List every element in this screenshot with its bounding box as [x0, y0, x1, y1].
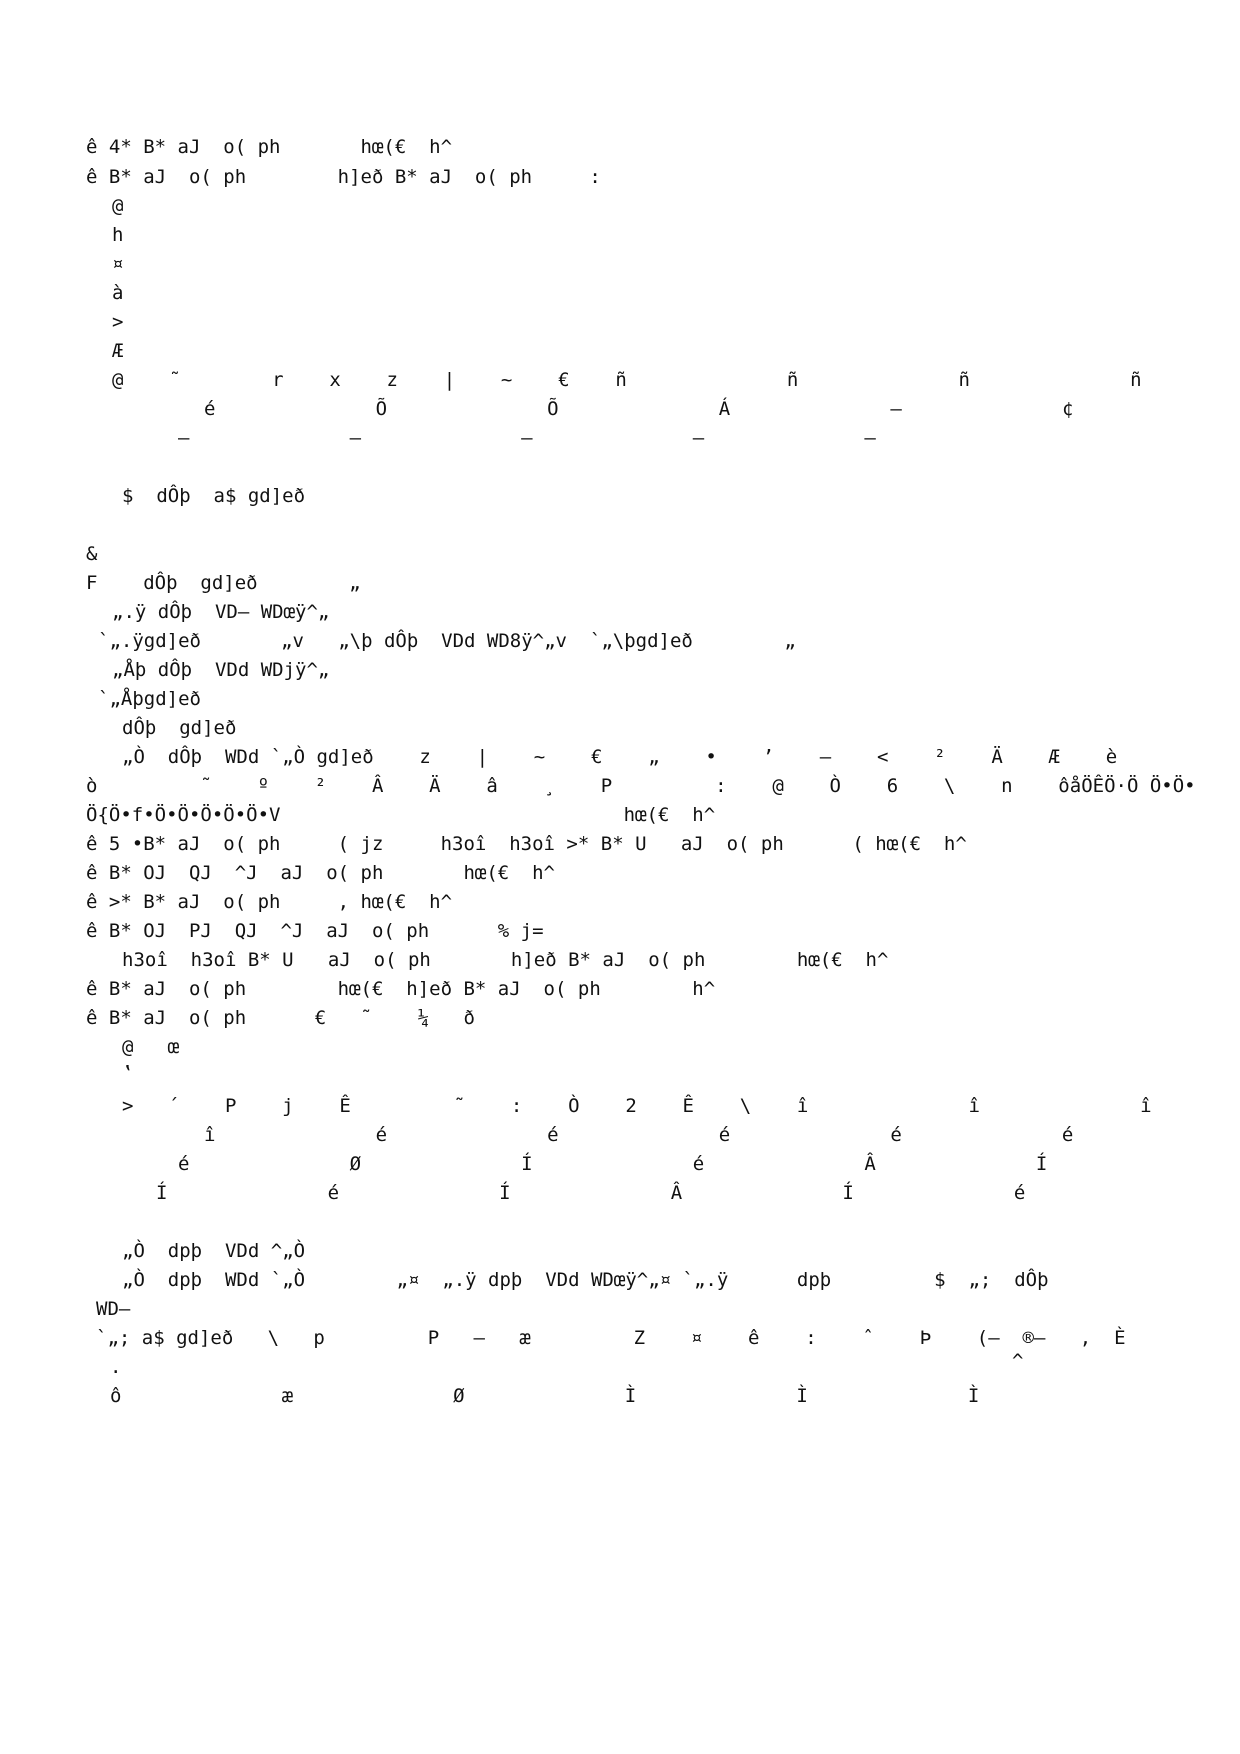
- text-line: h: [112, 224, 124, 246]
- text-line: „Åþ dÔþ VDd WDjÿ^„: [112, 659, 330, 681]
- text-line: >: [112, 311, 124, 333]
- text-line: ê B* OJ PJ QJ ^J aJ o( ph % j=: [86, 920, 544, 942]
- text-line: é Ø Í é Â Í: [178, 1153, 1048, 1175]
- text-line: @ ˜ r x z | ~ € ñ ñ ñ ñ: [112, 369, 1142, 391]
- text-line: WD–: [96, 1298, 131, 1320]
- text-line: ¤: [112, 253, 124, 275]
- text-line: ê >* B* aJ o( ph , hœ(€ h^: [86, 891, 453, 913]
- text-line: ò ˜ º ² Â Ä â ¸ P : @ Ò 6 \ n ôåÖÊÖ·Ö Ö•Ö•: [86, 775, 1196, 797]
- text-line: ^: [1012, 1350, 1024, 1372]
- text-line: ô æ Ø Ì Ì Ì: [110, 1385, 980, 1407]
- text-line: — — — — —: [178, 427, 876, 449]
- text-line: .: [110, 1356, 122, 1378]
- text-line: ê 5 •B* aJ o( ph ( jz h3oî h3oî >* B* U aJ o( ph ( hœ(€ h^: [86, 833, 967, 855]
- text-line: `„.ÿgd]eð „v „\þ dÔþ VDd WD8ÿ^„v `„\þgd]eð „: [98, 630, 796, 652]
- text-line: ê B* aJ o( ph hœ(€ h]eð B* aJ o( ph h^: [86, 978, 716, 1000]
- text-line: „Ò dpþ WDd `„Ò „¤ „.ÿ dpþ VDd WDœÿ^„¤ `„.ÿ dpþ $ „; dÔþ: [122, 1269, 1049, 1291]
- text-line: î é é é é é: [204, 1124, 1074, 1146]
- text-line: ‛: [122, 1062, 134, 1084]
- text-line: é Õ Õ Á – ¢: [204, 398, 1074, 420]
- text-line: „Ò dÔþ WDd `„Ò gd]eð z | ~ € „ • ’ – < ² Ä Æ è: [122, 746, 1118, 768]
- text-line: ê B* OJ QJ ^J aJ o( ph hœ(€ h^: [86, 862, 555, 884]
- text-line: > ´ P j Ê ˜ : Ò 2 Ê \ î î î: [122, 1095, 1152, 1117]
- text-line: `„; a$ gd]eð \ p P – æ Z ¤ ê : ˆ Þ (– ®– , È: [96, 1327, 1126, 1349]
- text-line: dÔþ gd]eð: [122, 717, 237, 739]
- text-line: ê B* aJ o( ph h]eð B* aJ o( ph :: [86, 166, 601, 188]
- text-line: h3oî h3oî B* U aJ o( ph h]eð B* aJ o( ph hœ(€ h^: [122, 949, 889, 971]
- text-line: „.ÿ dÔþ VD– WDœÿ^„: [112, 601, 330, 623]
- text-line: à: [112, 282, 124, 304]
- text-line: @: [112, 195, 124, 217]
- text-line: „Ò dpþ VDd ^„Ò: [122, 1240, 306, 1262]
- text-line: F dÔþ gd]eð „: [86, 572, 361, 594]
- text-line: @ œ: [122, 1036, 180, 1058]
- text-line: Æ: [112, 340, 124, 362]
- text-line: `„Åþgd]eð: [98, 688, 201, 710]
- text-line: ê 4* B* aJ o( ph hœ(€ h^: [86, 136, 453, 158]
- text-line: ê B* aJ o( ph € ˜ ¼ ð: [86, 1007, 475, 1029]
- text-line: Ö{Ö•f•Ö•Ö•Ö•Ö•Ö•V hœ(€ h^: [86, 804, 716, 826]
- text-line: &: [86, 543, 98, 565]
- text-line: Í é Í Â Í é: [156, 1182, 1026, 1204]
- text-line: $ dÔþ a$ gd]eð: [122, 485, 306, 507]
